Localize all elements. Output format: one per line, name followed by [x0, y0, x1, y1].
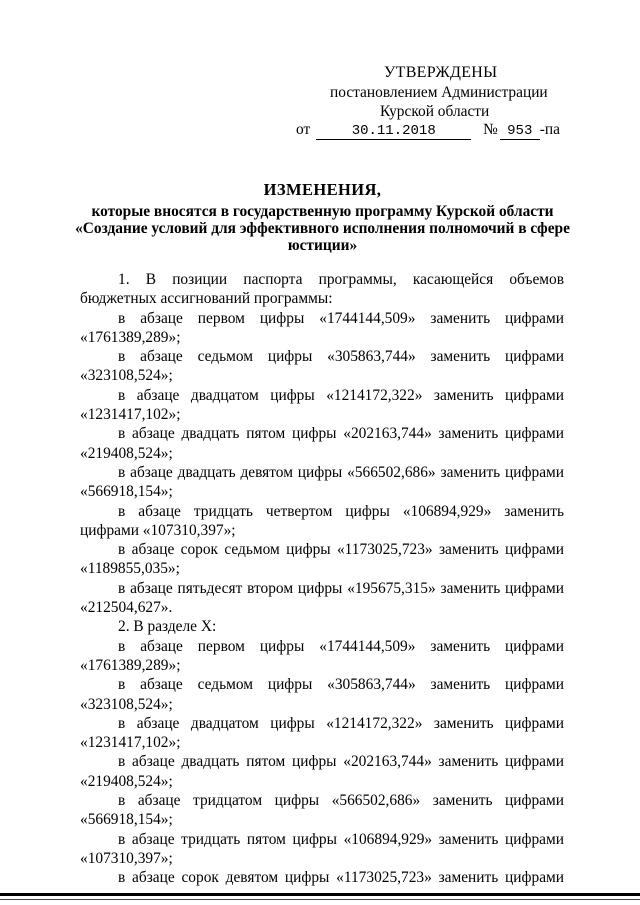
paragraph: в абзаце тридцать пятом цифры «106894,929» заменить цифрами «107310,397»; [80, 830, 564, 867]
document-body [80, 270, 564, 888]
paragraph: в абзаце тридцать четвертом цифры «106894,929» заменить цифрами «107310,397»; [80, 502, 564, 539]
approval-date-row [296, 121, 560, 140]
approval-title: УТВЕРЖДЕНЫ [384, 64, 498, 81]
paragraph: в абзаце двадцатом цифры «1214172,322» заменить цифрами «1231417,102»; [80, 714, 564, 752]
paragraph: в абзаце двадцать пятом цифры «202163,744» заменить цифрами «219408,524»; [80, 753, 564, 790]
approval-date: 30.11.2018 [316, 124, 471, 140]
paragraph: в абзаце сорок девятом цифры «1173025,723» заменить цифрами [118, 869, 564, 887]
paragraph: в абзаце двадцать пятом цифры «202163,744» заменить цифрами «219408,524»; [80, 425, 564, 462]
heading-main: ИЗМЕНЕНИЯ, [263, 180, 382, 199]
paragraph: 1. В позиции паспорта программы, касающейся объемов бюджетных ассигнований программы: [80, 271, 564, 308]
approval-authority: постановлением Администрации [330, 84, 548, 101]
bottom-border [0, 893, 640, 896]
bottom-border-thin [0, 899, 640, 900]
from-label: от [296, 121, 311, 138]
paragraph: в абзаце седьмом цифры «305863,744» заменить цифрами «323108,524»; [80, 676, 564, 713]
paragraph: в абзаце первом цифры «1744144,509» заменить цифрами «1761389,289»; [80, 637, 564, 674]
paragraph: в абзаце тридцатом цифры «566502,686» заменить цифрами «566918,154»; [80, 792, 564, 829]
number-label: № [483, 121, 498, 138]
paragraph: в абзаце двадцать девятом цифры «566502,686» заменить цифрами «566918,154»; [80, 463, 564, 501]
paragraph: в абзаце первом цифры «1744144,509» заменить цифрами «1761389,289»; [80, 309, 564, 346]
paragraph: в абзаце пятьдесят втором цифры «195675,315» заменить цифрами «212504,627». [80, 579, 564, 617]
paragraph: 2. В разделе X: [118, 618, 217, 636]
number-suffix: -па [539, 121, 560, 138]
document-heading [60, 180, 585, 254]
approval-number: 953 [500, 124, 540, 140]
paragraph: в абзаце седьмом цифры «305863,744» заменить цифрами «323108,524»; [80, 348, 564, 385]
heading-subtitle: которые вносятся в государственную программу Курской области «Создание условий для эффективного исполнения полномочий в сфере юстиции» [75, 203, 570, 254]
paragraph: в абзаце двадцатом цифры «1214172,322» заменить цифрами «1231417,102»; [80, 386, 564, 424]
paragraph: в абзаце сорок седьмом цифры «1173025,723» заменить цифрами «1189855,035»; [80, 541, 564, 578]
approval-region: Курской области [380, 103, 490, 120]
